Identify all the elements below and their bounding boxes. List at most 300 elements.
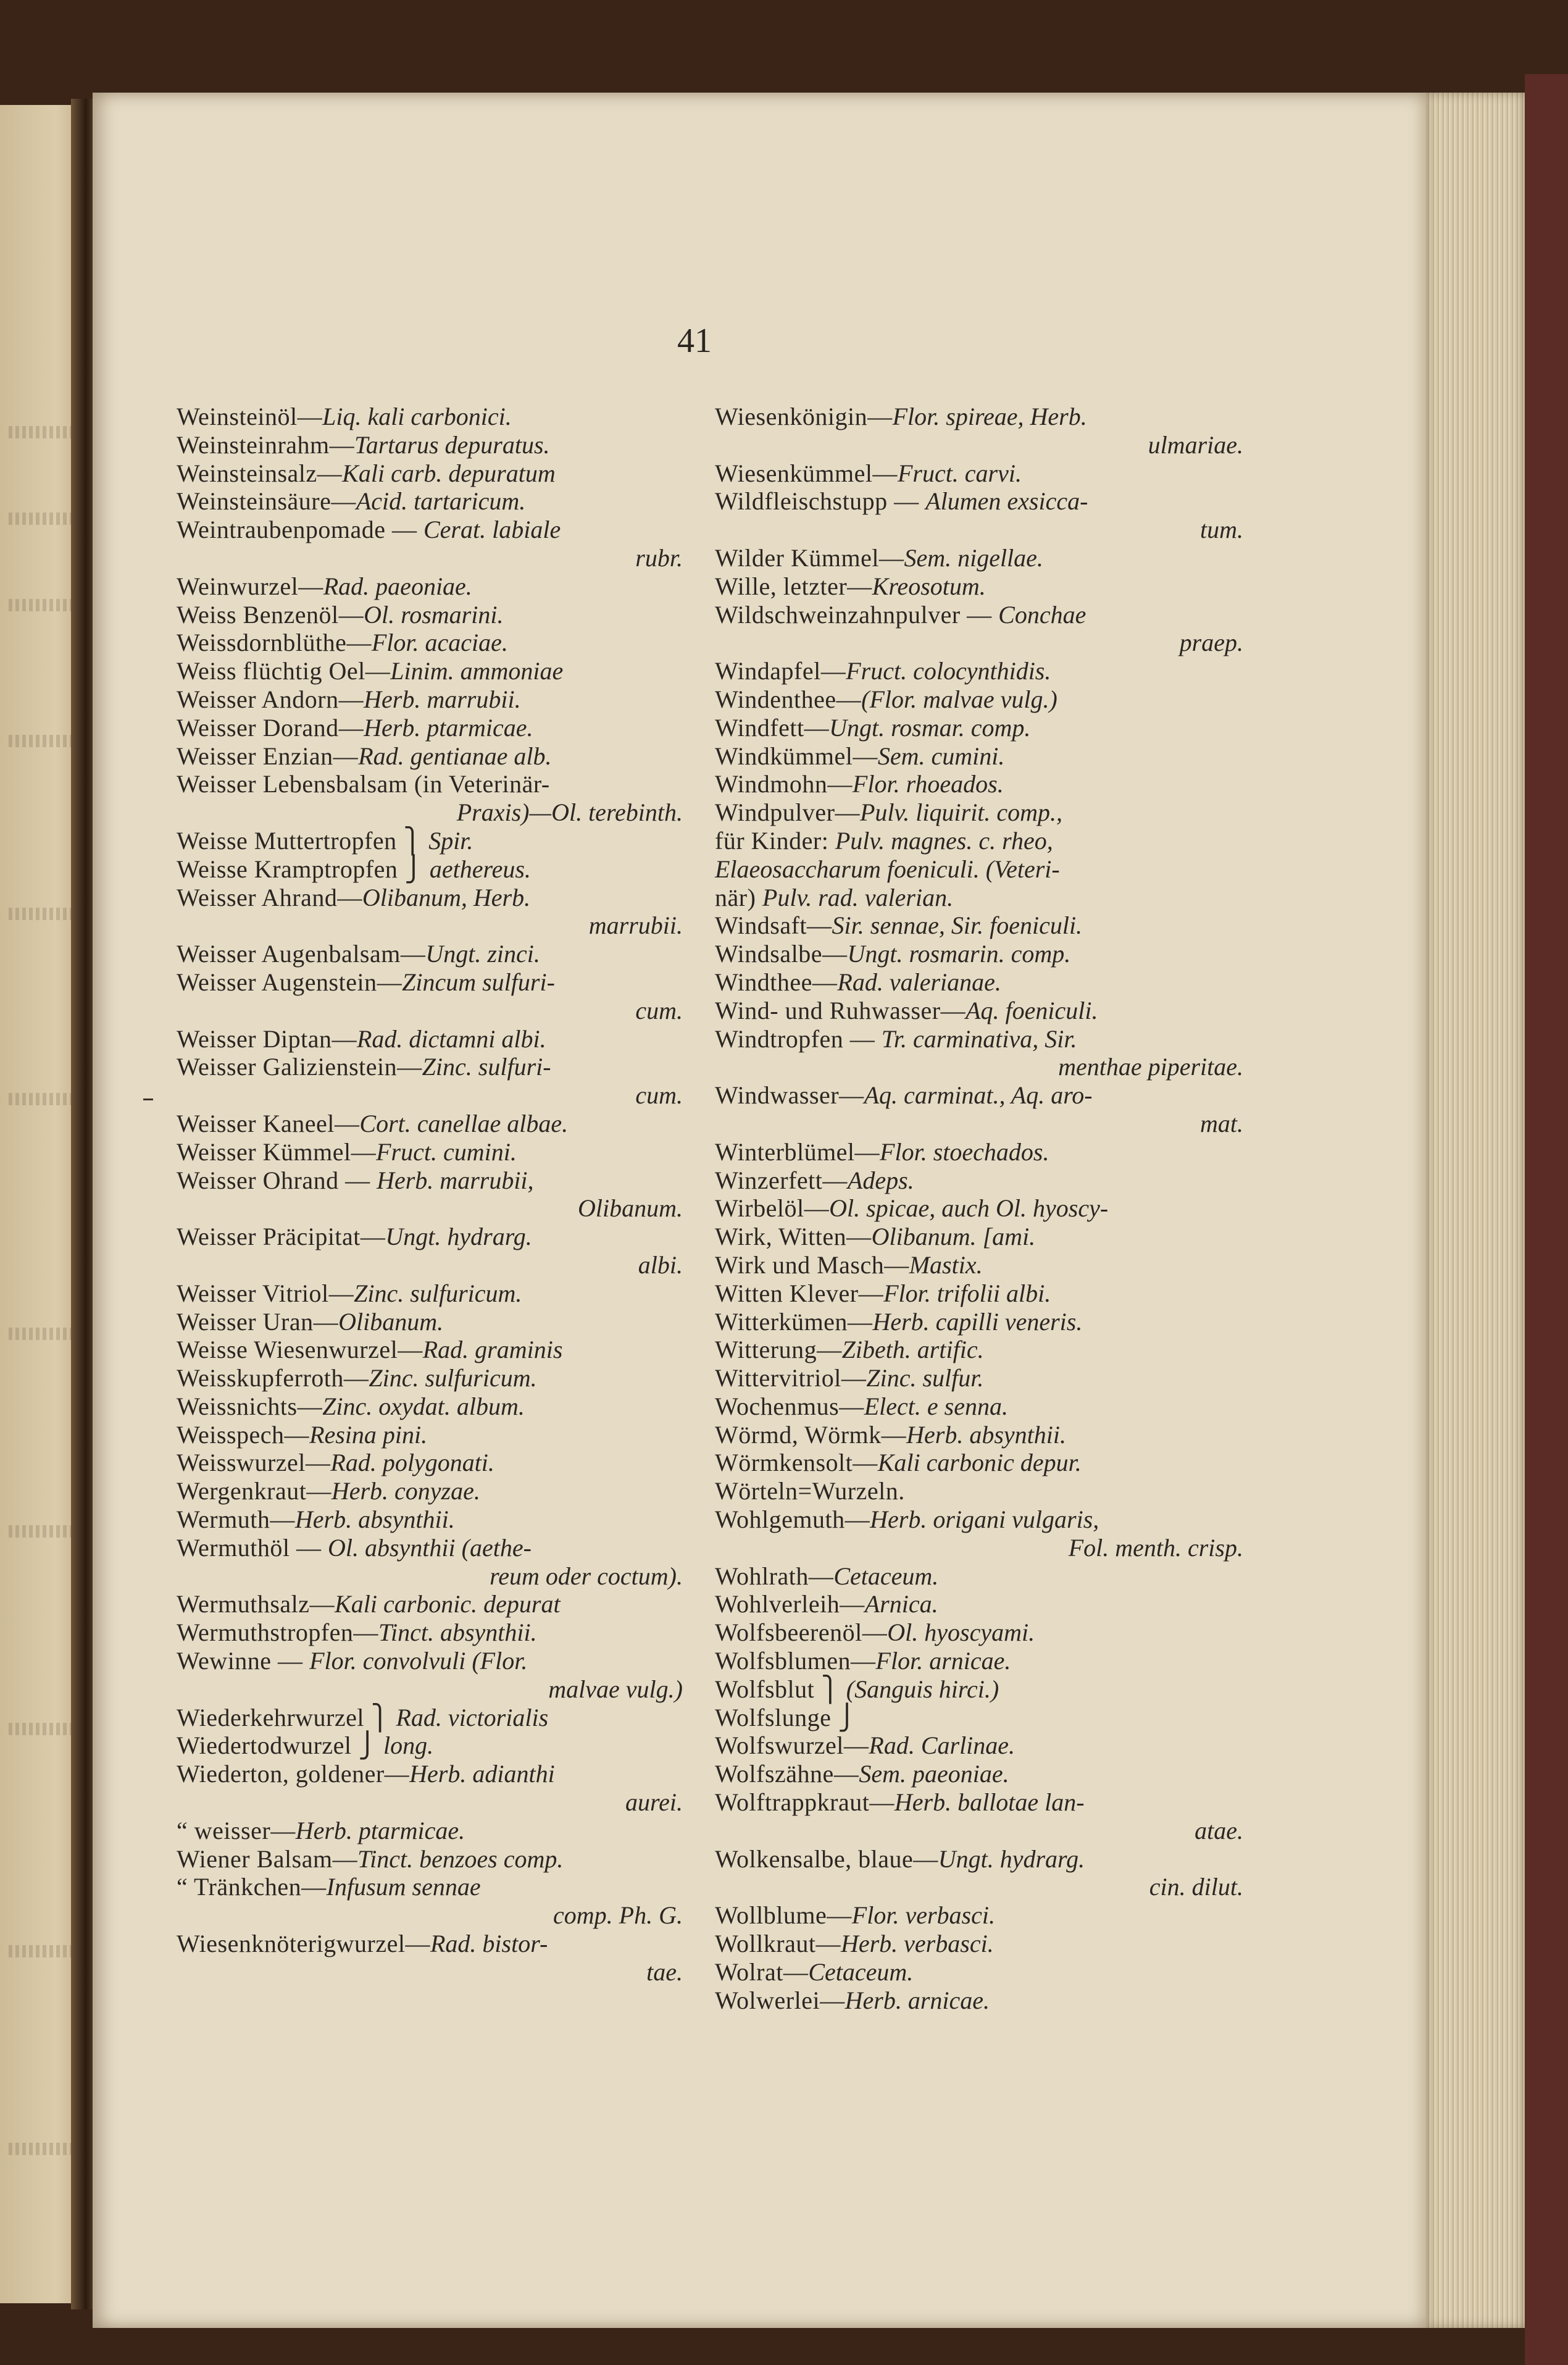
dictionary-entry (177, 601, 683, 629)
dictionary-entry (177, 855, 683, 884)
entry-headword: Wolftrappkraut— (715, 1788, 895, 1817)
dictionary-entry (715, 742, 1243, 771)
entry-continuation: Praxis)—Ol. terebinth. (456, 798, 683, 827)
dictionary-entry (177, 742, 683, 771)
entry-headword: Windenthee— (715, 685, 862, 713)
entry-headword: Weisswurzel— (177, 1449, 331, 1477)
entry-first-line (177, 657, 683, 685)
dictionary-entry (715, 1364, 1243, 1392)
dictionary-entry (177, 770, 683, 827)
dictionary-entry (715, 798, 1243, 827)
entry-first-line (177, 714, 683, 742)
entry-definition: Sem. paeoniae. (859, 1760, 1009, 1788)
entry-first-line (177, 1279, 683, 1308)
entry-definition: Liq. kali carbonici. (322, 403, 512, 430)
entry-headword: Wolwerlei— (715, 1986, 845, 2014)
bleed-through-text (9, 1945, 77, 1957)
dictionary-entry (177, 940, 683, 968)
dictionary-entry (177, 1647, 683, 1704)
entry-definition: Herb. ballotae lan- (894, 1788, 1085, 1817)
entry-headword: Wiesenknöterigwurzel— (177, 1930, 430, 1958)
dictionary-entry (715, 601, 1243, 658)
entry-headword: Wörmkensolt— (715, 1449, 878, 1477)
entry-first-line (715, 770, 1243, 798)
entry-first-line (177, 685, 683, 714)
entry-definition: Kali carbonic depur. (877, 1449, 1082, 1477)
dictionary-entry (715, 685, 1243, 714)
entry-first-line (177, 827, 683, 855)
dictionary-entry (715, 1958, 1243, 1986)
entry-headword: Wirk und Masch— (715, 1250, 909, 1279)
entry-headword: Windkümmel— (715, 742, 878, 770)
left-column (177, 403, 683, 1986)
dictionary-entry (715, 1845, 1243, 1902)
entry-first-line (715, 1788, 1243, 1817)
entry-headword: Wiener Balsam— (177, 1844, 358, 1873)
entry-headword: Wolfslunge ⎭ (715, 1703, 857, 1731)
entry-first-line (715, 1336, 1243, 1364)
entry-headword: Winzerfett— (715, 1166, 848, 1194)
entry-headword: Wildschweinzahnpulver — (715, 600, 999, 629)
entry-definition: Sem. cumini. (877, 742, 1005, 770)
entry-headword: Weisser Kaneel— (177, 1109, 360, 1137)
entry-headword: Windpulver— (715, 798, 860, 827)
bleed-through-text (9, 908, 77, 920)
entry-first-line (715, 968, 1243, 997)
dictionary-entry (177, 1364, 683, 1392)
dictionary-entry (715, 940, 1243, 968)
entry-first-line (715, 1166, 1243, 1195)
entry-first-line (715, 1194, 1243, 1223)
dictionary-entry (715, 884, 1243, 912)
dictionary-entry (177, 685, 683, 714)
entry-definition: Rad. graminis (422, 1336, 563, 1364)
entry-first-line (715, 1364, 1243, 1392)
entry-headword: Weisser Andorn— (177, 685, 364, 713)
entry-first-line (715, 1731, 1243, 1760)
dictionary-entry (715, 1251, 1243, 1279)
entry-first-line (715, 1704, 1243, 1732)
dictionary-entry (177, 1534, 683, 1591)
dictionary-entry (715, 968, 1243, 997)
entry-first-line (177, 629, 683, 657)
entry-headword: Wewinne — (177, 1647, 310, 1675)
entry-first-line (177, 516, 683, 544)
entry-headword: Weisspech— (177, 1420, 310, 1449)
entry-continuation: cum. (635, 996, 683, 1024)
entry-definition: Olibanum. (338, 1307, 444, 1336)
entry-headword: Windthee— (715, 968, 838, 996)
entry-definition: Ol. spicae, auch Ol. hyoscy- (829, 1194, 1109, 1223)
right-column (715, 403, 1243, 2014)
page-number: 41 (677, 322, 712, 360)
entry-first-line (177, 1336, 683, 1364)
entry-headword: Wermuthstropfen— (177, 1618, 378, 1647)
entry-continuation: comp. Ph. G. (553, 1901, 683, 1930)
dictionary-entry (715, 1562, 1243, 1591)
entry-definition: Herb. capilli veneris. (872, 1307, 1083, 1336)
entry-definition: aethereus. (429, 855, 531, 883)
entry-definition: Ungt. hydrarg. (385, 1223, 532, 1251)
entry-continuation: ulmariae. (1148, 430, 1243, 459)
entry-definition: Ol. absynthii (aethe- (327, 1533, 532, 1562)
dictionary-entry (715, 1704, 1243, 1732)
entry-headword: Weisser Lebensbalsam (in Veterinär- (177, 770, 550, 798)
entry-first-line (177, 1223, 683, 1251)
dictionary-entry (177, 1873, 683, 1930)
book-cover (1525, 74, 1568, 2365)
entry-definition: Zinc. oxydat. album. (322, 1392, 525, 1420)
entry-definition: Rad. valerianae. (837, 968, 1001, 996)
entry-continuation: malvae vulg.) (548, 1675, 683, 1703)
entry-definition: Pulv. liquirit. comp., (859, 798, 1063, 827)
entry-first-line (177, 1873, 683, 1901)
entry-headword: Weisse Wiesenwurzel— (177, 1336, 423, 1364)
entry-definition: Infusum sennae (326, 1873, 481, 1901)
entry-headword: Wochenmus— (715, 1392, 864, 1420)
entry-definition: Resina pini. (309, 1420, 428, 1449)
entry-first-line (177, 1647, 683, 1675)
dictionary-entry (715, 1731, 1243, 1760)
entry-continuation: Fol. menth. crisp. (1068, 1533, 1243, 1562)
entry-headword: Weisser Ohrand — (177, 1166, 377, 1194)
dictionary-entry (715, 997, 1243, 1025)
entry-headword: Wohlverleih— (715, 1590, 865, 1618)
entry-headword: Wirk, Witten— (715, 1223, 872, 1251)
entry-definition: Rad. gentianae alb. (358, 742, 552, 770)
dictionary-entry (715, 1336, 1243, 1364)
entry-definition: Pulv. rad. valerian. (762, 883, 954, 911)
entry-headword: Weinsteinöl— (177, 403, 323, 430)
entry-definition: Flor. verbasci. (851, 1901, 995, 1930)
dictionary-entry (177, 1166, 683, 1223)
entry-definition: Mastix. (909, 1250, 983, 1279)
entry-first-line (715, 1562, 1243, 1591)
dictionary-entry (715, 1025, 1243, 1082)
entry-headword: Weissdornblüthe— (177, 629, 372, 657)
entry-definition: Conchae (998, 600, 1086, 629)
entry-first-line (715, 1901, 1243, 1930)
entry-definition: Flor. trifolii albi. (883, 1279, 1051, 1307)
entry-definition: Olibanum. [ami. (871, 1223, 1036, 1251)
entry-first-line (177, 968, 683, 997)
entry-definition: Cerat. labiale (423, 516, 561, 544)
dictionary-entry (715, 911, 1243, 940)
dictionary-entry (177, 1110, 683, 1138)
entry-headword: Weisser Diptan— (177, 1024, 357, 1053)
entry-definition: Herb. arnicae. (844, 1986, 990, 2014)
dictionary-entry (715, 1194, 1243, 1223)
entry-definition: Rad. victorialis (396, 1703, 549, 1731)
entry-headword: Winterblümel— (715, 1137, 880, 1166)
dictionary-entry (715, 1930, 1243, 1958)
dictionary-entry (715, 1223, 1243, 1251)
entry-definition: Tartarus depuratus. (354, 430, 550, 459)
entry-first-line (715, 1392, 1243, 1421)
entry-definition: Arnica. (864, 1590, 938, 1618)
entry-first-line (715, 997, 1243, 1025)
entry-definition: Rad. Carlinae. (869, 1731, 1015, 1760)
entry-definition: Ungt. zinci. (425, 940, 540, 968)
dictionary-entry (715, 1618, 1243, 1647)
dictionary-entry (715, 1081, 1243, 1138)
entry-definition: Kreosotum. (872, 572, 986, 600)
dictionary-entry (715, 1392, 1243, 1421)
entry-first-line (177, 1590, 683, 1618)
entry-headword: Wirbelöl— (715, 1194, 830, 1223)
entry-first-line (177, 431, 683, 459)
dictionary-entry (715, 770, 1243, 798)
entry-first-line (715, 884, 1243, 912)
entry-headword: “ weisser— (177, 1816, 296, 1844)
entry-definition: Rad. paeoniae. (323, 572, 472, 600)
entry-headword: Wermuth— (177, 1505, 295, 1534)
entry-first-line (177, 1704, 683, 1732)
entry-headword: Wermuthöl — (177, 1533, 328, 1562)
bleed-through-text (9, 1723, 77, 1735)
entry-continuation: rubr. (635, 543, 683, 572)
bleed-through-text (9, 426, 77, 438)
entry-definition: Cetaceum. (833, 1562, 939, 1590)
entry-headword: Weisser Ahrand— (177, 883, 362, 911)
entry-definition: Ol. hyoscyami. (887, 1618, 1035, 1647)
entry-first-line (715, 1138, 1243, 1166)
entry-definition: Pulv. magnes. c. rheo, (835, 826, 1053, 855)
entry-headword: Witterung— (715, 1336, 842, 1364)
entry-definition: Acid. tartaricum. (356, 487, 526, 516)
dictionary-entry (177, 487, 683, 516)
entry-definition: Herb. conyzae. (331, 1477, 480, 1505)
entry-definition: Herb. ptarmicae. (295, 1816, 465, 1844)
entry-headword: Windsalbe— (715, 940, 848, 968)
entry-definition: Herb. adianthi (409, 1760, 555, 1788)
entry-continuation: tae. (646, 1957, 683, 1986)
entry-first-line (715, 827, 1243, 855)
entry-first-line (177, 459, 683, 488)
entry-definition: Fruct. colocynthidis. (846, 657, 1051, 685)
entry-first-line (177, 1618, 683, 1647)
dictionary-entry (715, 714, 1243, 742)
dictionary-entry (715, 1901, 1243, 1930)
entry-headword: Windapfel— (715, 657, 846, 685)
entry-first-line (715, 1930, 1243, 1958)
entry-first-line (715, 1986, 1243, 2015)
bleed-through-text (9, 735, 77, 747)
dictionary-entry (715, 1505, 1243, 1562)
dictionary-entry (177, 1618, 683, 1647)
book-gutter (71, 99, 96, 2309)
entry-headword: Wittervitriol— (715, 1364, 867, 1392)
entry-first-line (715, 1025, 1243, 1053)
entry-first-line (715, 657, 1243, 685)
dictionary-entry (177, 968, 683, 1025)
entry-headword: Weisse Muttertropfen ⎫ (177, 826, 429, 855)
dictionary-entry (177, 516, 683, 572)
dictionary-entry (715, 459, 1243, 488)
entry-definition: Alumen exsicca- (925, 487, 1088, 516)
entry-headword: Windtropfen — (715, 1024, 882, 1053)
dictionary-entry (177, 431, 683, 459)
dictionary-entry (715, 827, 1243, 855)
bleed-through-text (9, 1093, 77, 1105)
dictionary-entry (715, 1138, 1243, 1166)
entry-definition: Kali carb. depuratum (342, 459, 556, 487)
entry-definition: Sir. sennae, Sir. foeniculi. (832, 911, 1083, 940)
entry-first-line (715, 1223, 1243, 1251)
dictionary-entry (715, 1675, 1243, 1704)
entry-first-line (715, 1081, 1243, 1110)
entry-headword: Weisser Kümmel— (177, 1137, 377, 1166)
dictionary-entry (715, 403, 1243, 459)
entry-definition: Ungt. hydrarg. (938, 1844, 1085, 1873)
entry-definition: Rad. dictamni albi. (357, 1024, 546, 1053)
entry-headword: Wollkraut— (715, 1930, 841, 1958)
entry-headword: Windmohn— (715, 770, 853, 798)
entry-definition: (Sanguis hirci.) (846, 1675, 999, 1703)
entry-headword: Weiss flüchtig Oel— (177, 657, 391, 685)
entry-first-line (715, 798, 1243, 827)
entry-definition: Herb. ptarmicae. (364, 713, 533, 742)
entry-continuation: atae. (1195, 1816, 1243, 1844)
entry-first-line (715, 572, 1243, 601)
entry-headword: für Kinder: (715, 826, 835, 855)
entry-definition: Cort. canellae albae. (359, 1109, 569, 1137)
entry-first-line (177, 1760, 683, 1788)
dictionary-entry (715, 1477, 1243, 1505)
dictionary-entry (177, 1308, 683, 1336)
entry-definition: Herb. origani vulgaris, (870, 1505, 1099, 1534)
entry-first-line (177, 487, 683, 516)
entry-definition: Herb. absynthii. (294, 1505, 455, 1534)
entry-first-line (177, 572, 683, 601)
entry-first-line (715, 1251, 1243, 1279)
entry-headword: när) (715, 883, 762, 911)
entry-continuation: cin. dilut. (1149, 1873, 1243, 1901)
entry-headword: Wergenkraut— (177, 1477, 332, 1505)
dictionary-entry (177, 1336, 683, 1364)
entry-definition: Herb. verbasci. (840, 1930, 994, 1958)
entry-definition: Ungt. rosmar. comp. (829, 713, 1031, 742)
entry-continuation: tum. (1200, 516, 1243, 544)
entry-definition: Flor. convolvuli (Flor. (309, 1647, 528, 1675)
entry-headword: Wildfleischstupp — (715, 487, 926, 516)
entry-first-line (177, 1477, 683, 1505)
entry-first-line (715, 1590, 1243, 1618)
entry-definition: Tinct. absynthii. (378, 1618, 537, 1647)
entry-definition: Herb. marrubii, (377, 1166, 534, 1194)
dictionary-entry (177, 1590, 683, 1618)
entry-headword: Weisser Augenbalsam— (177, 940, 426, 968)
entry-continuation: praep. (1179, 629, 1243, 657)
entry-continuation: marrubii. (588, 911, 683, 940)
entry-headword: Weinwurzel— (177, 572, 323, 600)
entry-first-line (715, 714, 1243, 742)
dictionary-entry (177, 1138, 683, 1166)
entry-definition: Flor. arnicae. (875, 1647, 1011, 1675)
entry-first-line (177, 1817, 683, 1845)
entry-definition: Flor. acaciae. (371, 629, 508, 657)
entry-first-line (715, 742, 1243, 771)
dictionary-entry (177, 572, 683, 601)
entry-headword: Wolkensalbe, blaue— (715, 1844, 938, 1873)
entry-definition: Elaeosaccharum foeniculi. (Veteri- (715, 855, 1060, 883)
dictionary-entry (715, 1788, 1243, 1845)
entry-headword: Weissnichts— (177, 1392, 323, 1420)
entry-headword: Wolfsblut ⎫ (715, 1675, 846, 1703)
entry-definition: Elect. e senna. (864, 1392, 1008, 1420)
entry-definition: Aq. foeniculi. (965, 996, 1098, 1024)
entry-first-line (715, 487, 1243, 516)
entry-headword: Windsaft— (715, 911, 832, 940)
entry-first-line (715, 1421, 1243, 1449)
entry-headword: Weinsteinsalz— (177, 459, 343, 487)
bleed-through-text (9, 1328, 77, 1340)
entry-definition: Cetaceum. (808, 1957, 914, 1986)
entry-definition: long. (383, 1731, 434, 1760)
page-block-edges (1426, 93, 1525, 2328)
entry-definition: Zinc. sulfuricum. (354, 1279, 522, 1307)
entry-headword: Witterkümen— (715, 1307, 873, 1336)
entry-first-line (715, 1279, 1243, 1308)
entry-headword: Wörmd, Wörmk— (715, 1420, 907, 1449)
entry-definition: Rad. bistor- (430, 1930, 548, 1958)
entry-headword: Weisser Präcipitat— (177, 1223, 386, 1251)
dictionary-entry (715, 1421, 1243, 1449)
entry-first-line (715, 459, 1243, 488)
entry-definition: Flor. rhoeados. (852, 770, 1004, 798)
dictionary-entry (177, 1505, 683, 1534)
dictionary-entry (715, 1986, 1243, 2015)
entry-first-line (177, 1053, 683, 1081)
entry-headword: Weisskupferroth— (177, 1364, 369, 1392)
entry-first-line (715, 1618, 1243, 1647)
entry-headword: Wille, letzter— (715, 572, 872, 600)
entry-first-line (715, 1958, 1243, 1986)
entry-headword: Wermuthsalz— (177, 1590, 335, 1618)
entry-headword: Wolfswurzel— (715, 1731, 869, 1760)
dictionary-entry (177, 884, 683, 940)
entry-first-line (177, 884, 683, 912)
dictionary-entry (715, 572, 1243, 601)
entry-definition: Zinc. sulfuri- (422, 1053, 551, 1081)
entry-definition: Rad. polygonati. (330, 1449, 494, 1477)
entry-definition: Ol. rosmarini. (364, 600, 504, 629)
dictionary-entry (177, 827, 683, 855)
entry-headword: Wolrat— (715, 1957, 809, 1986)
entry-headword: Witten Klever— (715, 1279, 884, 1307)
entry-definition: Tr. carminativa, Sir. (881, 1024, 1077, 1053)
entry-definition: Zincum sulfuri- (402, 968, 555, 996)
entry-definition: Fruct. cumini. (376, 1137, 517, 1166)
entry-headword: Wiederkehrwurzel ⎫ (177, 1703, 396, 1731)
entry-definition: (Flor. malvae vulg.) (861, 685, 1057, 713)
entry-definition: Zinc. sulfuricum. (369, 1364, 537, 1392)
entry-headword: Wörteln=Wurzeln. (715, 1477, 905, 1505)
entry-headword: Weisser Dorand— (177, 713, 364, 742)
entry-first-line (177, 1731, 683, 1760)
entry-first-line (715, 1675, 1243, 1704)
entry-headword: Weiss Benzenöl— (177, 600, 364, 629)
entry-first-line (177, 1505, 683, 1534)
dictionary-entry (177, 1392, 683, 1421)
entry-headword: Wollblume— (715, 1901, 852, 1930)
bleed-through-text (9, 2143, 77, 2155)
entry-headword: Wolfsblumen— (715, 1647, 876, 1675)
entry-continuation: mat. (1200, 1109, 1243, 1137)
dictionary-entry (715, 1166, 1243, 1195)
entry-headword: Wohlgemuth— (715, 1505, 870, 1534)
entry-continuation: menthae piperitae. (1058, 1053, 1243, 1081)
